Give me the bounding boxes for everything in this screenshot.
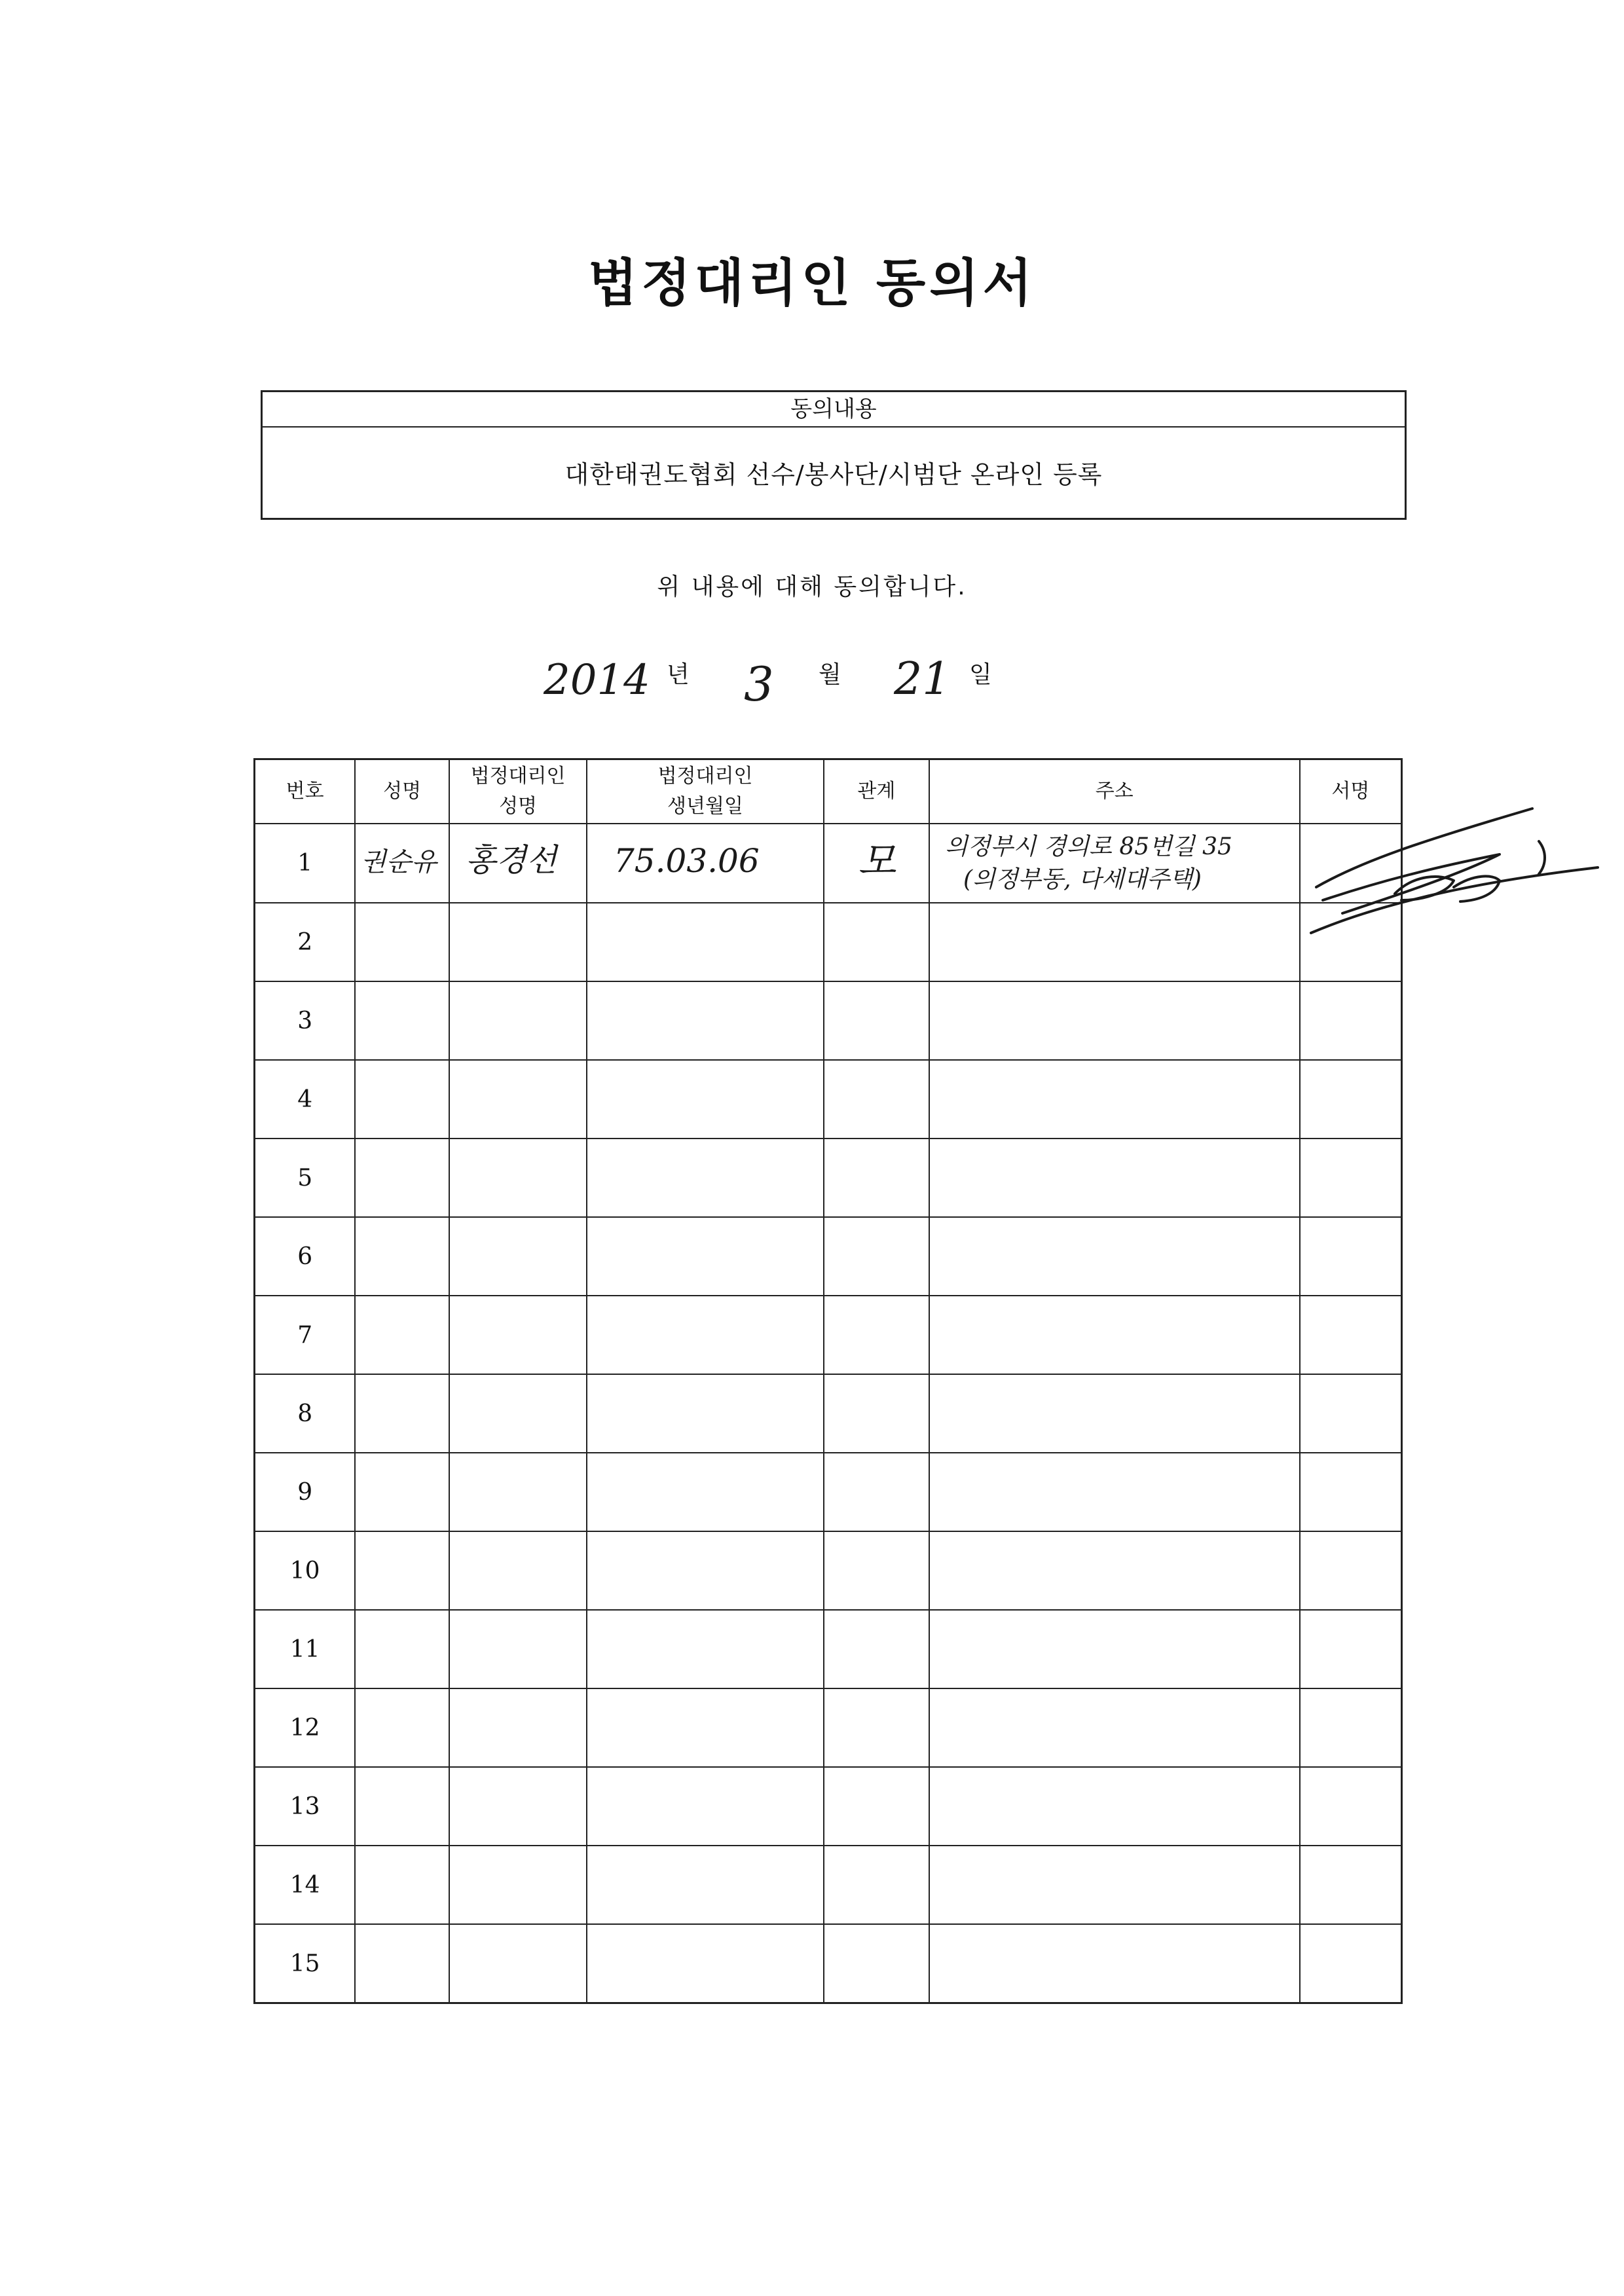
row-number: 11 xyxy=(255,1610,356,1688)
row-number: 12 xyxy=(255,1688,356,1767)
svg-text:의정부시 경의로 85번길 35: 의정부시 경의로 85번길 35 xyxy=(944,833,1232,860)
row-name xyxy=(355,1924,449,2003)
table-row xyxy=(255,1217,1402,1296)
row-guardian-birth xyxy=(587,1767,824,1846)
row-guardian-birth xyxy=(587,981,824,1060)
row-signature xyxy=(1300,1924,1402,2003)
handwritten-month xyxy=(740,648,792,714)
header-number: 번호 xyxy=(255,759,356,824)
row-address xyxy=(929,1688,1300,1767)
row-number: 13 xyxy=(255,1767,356,1846)
handwritten-address xyxy=(934,824,1295,896)
handwritten-year xyxy=(544,648,674,714)
row-number: 15 xyxy=(255,1924,356,2003)
row-number: 8 xyxy=(255,1374,356,1453)
row-name xyxy=(355,1296,449,1374)
svg-text:2014: 2014 xyxy=(544,656,650,704)
row-relation xyxy=(824,981,929,1060)
day-unit: 일 xyxy=(969,661,992,688)
table-row xyxy=(255,981,1402,1060)
row-relation xyxy=(824,1688,929,1767)
table-header-row xyxy=(255,759,1402,824)
row-name xyxy=(355,1846,449,1924)
handwritten-guardian-name xyxy=(452,828,583,893)
table-row xyxy=(255,1767,1402,1846)
table-row xyxy=(255,903,1402,981)
row-address xyxy=(929,1924,1300,2003)
row-guardian-birth xyxy=(587,1846,824,1924)
consent-box xyxy=(261,390,1407,520)
row-guardian-name xyxy=(449,981,587,1060)
row-address xyxy=(929,1296,1300,1374)
header-signature: 서명 xyxy=(1300,759,1402,824)
row-guardian-birth xyxy=(587,1924,824,2003)
row-guardian-name xyxy=(449,1139,587,1217)
document-title: 법정대리인 동의서 xyxy=(588,253,1036,313)
row-name xyxy=(355,1453,449,1531)
row-name xyxy=(355,1374,449,1453)
table-row xyxy=(255,1688,1402,1767)
header-guardian-name-line1: 법정대리인 xyxy=(470,765,566,788)
row-signature xyxy=(1300,1139,1402,1217)
row-number: 1 xyxy=(255,824,356,903)
header-guardian-name-line2: 성명 xyxy=(499,795,538,818)
row-address xyxy=(929,1531,1300,1610)
table-row xyxy=(255,1531,1402,1610)
row-guardian-birth xyxy=(587,1296,824,1374)
table-row xyxy=(255,1060,1402,1139)
row-relation xyxy=(824,1453,929,1531)
row-guardian-birth xyxy=(587,1139,824,1217)
svg-text:3: 3 xyxy=(744,657,774,712)
row-address xyxy=(929,1217,1300,1296)
row-signature xyxy=(1300,1531,1402,1610)
handwritten-name xyxy=(358,828,447,893)
row-address xyxy=(929,1374,1300,1453)
table-row xyxy=(255,1453,1402,1531)
row-relation xyxy=(824,1846,929,1924)
year-unit: 년 xyxy=(667,661,690,688)
row-signature xyxy=(1300,1453,1402,1531)
row-address xyxy=(929,824,1300,903)
row-guardian-name xyxy=(449,1060,587,1139)
row-number: 7 xyxy=(255,1296,356,1374)
row-relation xyxy=(824,1767,929,1846)
row-signature xyxy=(1300,1374,1402,1453)
row-signature xyxy=(1300,1217,1402,1296)
row-relation xyxy=(824,903,929,981)
row-name xyxy=(355,1688,449,1767)
row-name xyxy=(355,1531,449,1610)
table-row xyxy=(255,1846,1402,1924)
row-number: 3 xyxy=(255,981,356,1060)
row-name xyxy=(355,1767,449,1846)
row-guardian-name xyxy=(449,1924,587,2003)
row-number: 2 xyxy=(255,903,356,981)
row-signature xyxy=(1300,1610,1402,1688)
row-address xyxy=(929,903,1300,981)
row-relation xyxy=(824,1217,929,1296)
row-guardian-birth xyxy=(587,1217,824,1296)
table-row xyxy=(255,1139,1402,1217)
row-guardian-name xyxy=(449,1453,587,1531)
row-guardian-birth xyxy=(587,824,824,903)
header-relation: 관계 xyxy=(824,759,929,824)
row-guardian-name xyxy=(449,1846,587,1924)
handwritten-relation xyxy=(830,828,922,893)
row-number: 14 xyxy=(255,1846,356,1924)
table-row xyxy=(255,1374,1402,1453)
row-number: 10 xyxy=(255,1531,356,1610)
agreement-statement: 위 내용에 대해 동의합니다. xyxy=(657,574,967,600)
header-address: 주소 xyxy=(929,759,1300,824)
row-guardian-name xyxy=(449,1374,587,1453)
row-relation xyxy=(824,1139,929,1217)
row-relation xyxy=(824,1374,929,1453)
row-guardian-birth xyxy=(587,903,824,981)
row-guardian-name xyxy=(449,824,587,903)
svg-text:모: 모 xyxy=(858,839,896,884)
row-guardian-name xyxy=(449,1610,587,1688)
row-guardian-name xyxy=(449,1688,587,1767)
row-relation xyxy=(824,1296,929,1374)
row-address xyxy=(929,1846,1300,1924)
table-row xyxy=(255,1924,1402,2003)
svg-text:21: 21 xyxy=(894,653,951,705)
handwritten-day xyxy=(894,648,972,714)
date-line xyxy=(0,648,1624,714)
month-unit: 월 xyxy=(819,661,841,688)
table-row xyxy=(255,1610,1402,1688)
row-guardian-birth xyxy=(587,1453,824,1531)
row-name xyxy=(355,1217,449,1296)
table-row xyxy=(255,1296,1402,1374)
row-number: 6 xyxy=(255,1217,356,1296)
row-guardian-name xyxy=(449,1217,587,1296)
row-relation xyxy=(824,1531,929,1610)
row-name xyxy=(355,903,449,981)
svg-text:홍경선: 홍경선 xyxy=(466,842,557,879)
row-address xyxy=(929,1139,1300,1217)
row-address xyxy=(929,1453,1300,1531)
handwritten-guardian-birth xyxy=(594,828,817,893)
handwritten-signature xyxy=(1303,802,1604,953)
row-signature xyxy=(1300,1060,1402,1139)
header-guardian-birth-line2: 생년월일 xyxy=(667,795,743,818)
row-guardian-birth xyxy=(587,1688,824,1767)
row-name xyxy=(355,1610,449,1688)
consent-header: 동의내용 xyxy=(263,392,1405,428)
guardian-consent-table xyxy=(253,758,1403,2004)
row-relation xyxy=(824,824,929,903)
row-name xyxy=(355,1060,449,1139)
svg-text:권순유: 권순유 xyxy=(360,847,437,877)
row-name xyxy=(355,1139,449,1217)
row-guardian-name xyxy=(449,1531,587,1610)
row-signature xyxy=(1300,981,1402,1060)
row-guardian-name xyxy=(449,1767,587,1846)
table-row xyxy=(255,824,1402,903)
row-signature xyxy=(1300,1767,1402,1846)
row-guardian-birth xyxy=(587,1610,824,1688)
header-guardian-birth xyxy=(587,759,824,824)
svg-text:(의정부동, 다세대주택): (의정부동, 다세대주택) xyxy=(963,866,1202,893)
consent-text: 대한태권도협회 선수/봉사단/시범단 온라인 등록 xyxy=(564,460,1103,489)
svg-text:75.03.06: 75.03.06 xyxy=(614,842,760,880)
row-guardian-birth xyxy=(587,1531,824,1610)
row-address xyxy=(929,981,1300,1060)
row-number: 5 xyxy=(255,1139,356,1217)
row-guardian-name xyxy=(449,903,587,981)
header-guardian-birth-line1: 법정대리인 xyxy=(657,765,753,788)
row-name xyxy=(355,824,449,903)
header-name: 성명 xyxy=(355,759,449,824)
row-relation xyxy=(824,1060,929,1139)
row-address xyxy=(929,1767,1300,1846)
header-guardian-name xyxy=(449,759,587,824)
row-number: 4 xyxy=(255,1060,356,1139)
row-signature xyxy=(1300,1688,1402,1767)
row-number: 9 xyxy=(255,1453,356,1531)
row-relation xyxy=(824,1924,929,2003)
row-address xyxy=(929,1060,1300,1139)
row-relation xyxy=(824,1610,929,1688)
row-guardian-name xyxy=(449,1296,587,1374)
row-signature xyxy=(1300,1846,1402,1924)
row-address xyxy=(929,1610,1300,1688)
row-guardian-birth xyxy=(587,1060,824,1139)
row-name xyxy=(355,981,449,1060)
row-guardian-birth xyxy=(587,1374,824,1453)
row-signature xyxy=(1300,1296,1402,1374)
